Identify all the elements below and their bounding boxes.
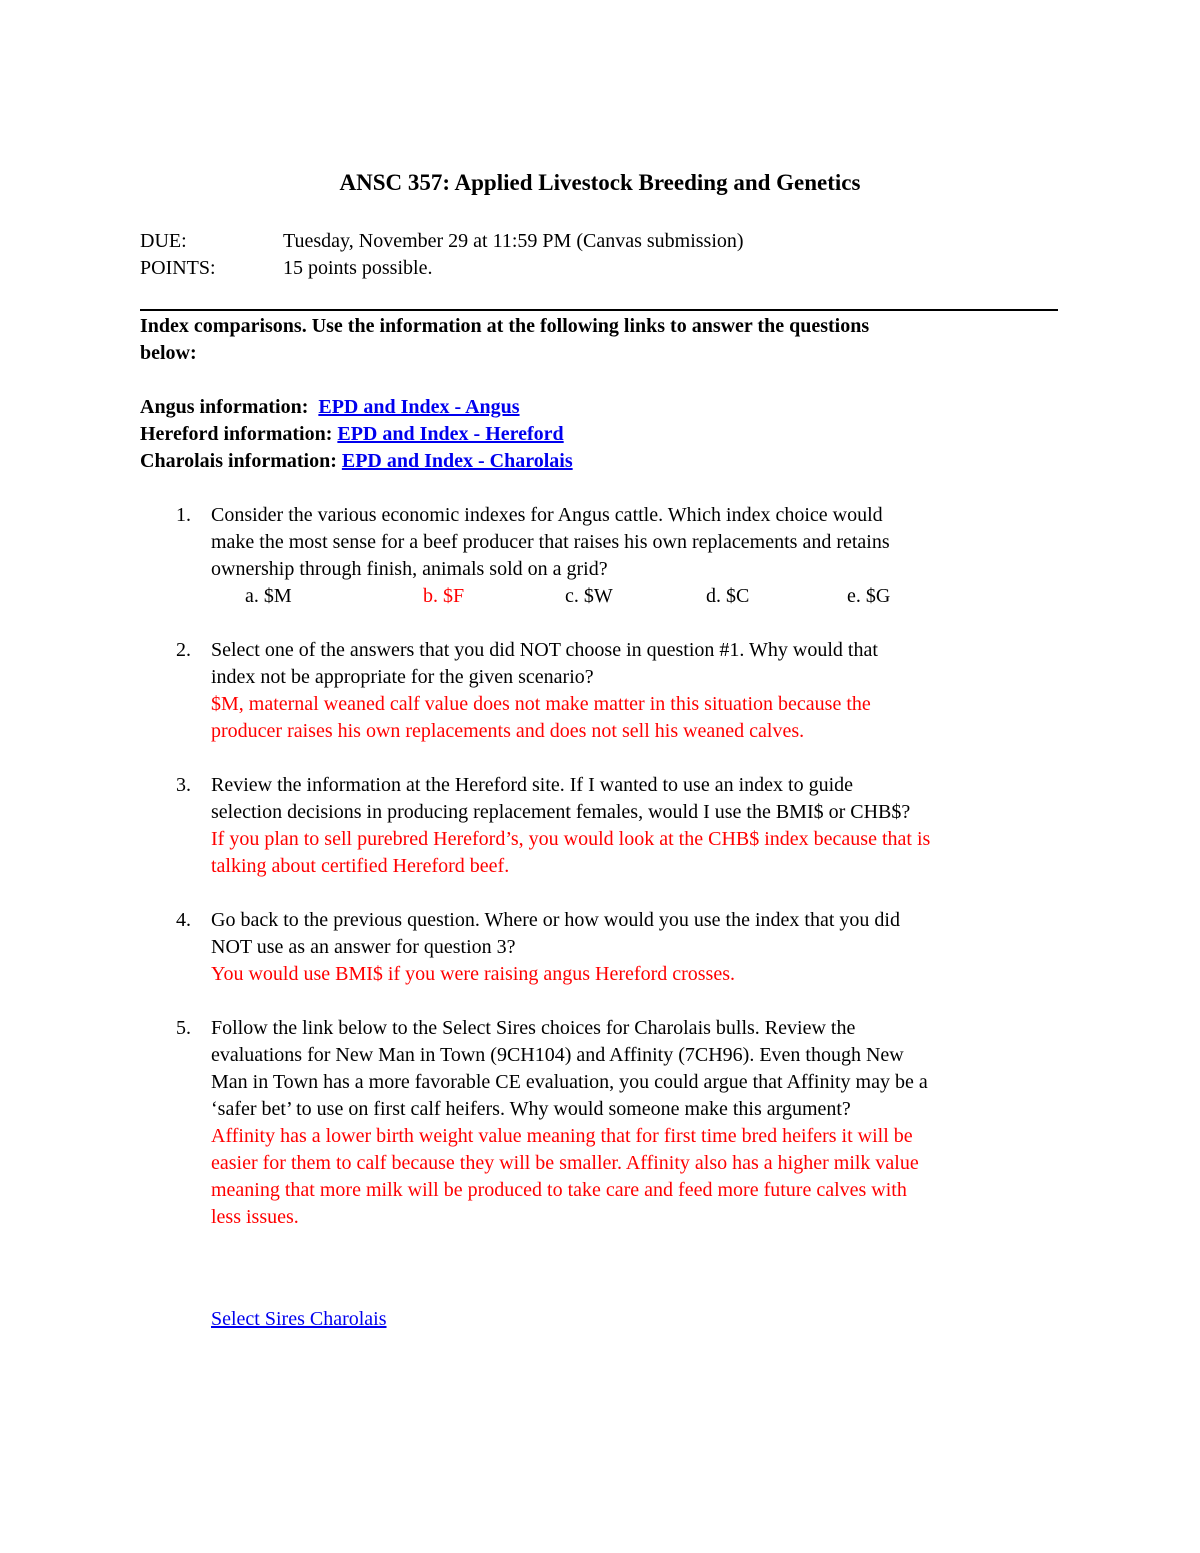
link-charolais[interactable]: EPD and Index - Charolais bbox=[341, 450, 573, 472]
answer-5-line: meaning that more milk will be produced to take care and feed more future calves with bbox=[211, 1179, 907, 1201]
question-3-line: selection decisions in producing replacement females, would I use the BMI$ or CHB$? bbox=[211, 801, 911, 823]
due-label: DUE: bbox=[140, 230, 187, 252]
question-2-text bbox=[211, 637, 1071, 745]
question-1-line: Consider the various economic indexes for Angus cattle. Which index choice would bbox=[211, 504, 883, 526]
page-title: ANSC 357: Applied Livestock Breeding and Genetics bbox=[339, 170, 861, 195]
link-label-hereford: Hereford information: bbox=[140, 423, 333, 445]
question-4-number: 4. bbox=[176, 909, 191, 931]
intro-line-2: below: bbox=[140, 342, 197, 364]
choice-c: c. $W bbox=[565, 585, 613, 607]
question-5-line: evaluations for New Man in Town (9CH104) and Affinity (7CH96). Even though New bbox=[211, 1044, 904, 1066]
question-5-line: Follow the link below to the Select Sires choices for Charolais bulls. Review the bbox=[211, 1017, 856, 1039]
question-5-line: Man in Town has a more favorable CE evaluation, you could argue that Affinity may be a bbox=[211, 1071, 928, 1093]
points-value: 15 points possible. bbox=[283, 257, 433, 279]
answer-2-line: $M, maternal weaned calf value does not make matter in this situation because the bbox=[211, 693, 871, 715]
choice-b-selected: b. $F bbox=[423, 585, 465, 607]
choice-a: a. $M bbox=[245, 585, 292, 607]
due-value: Tuesday, November 29 at 11:59 PM (Canvas submission) bbox=[283, 230, 744, 252]
choice-d: d. $C bbox=[706, 585, 750, 607]
link-hereford[interactable]: EPD and Index - Hereford bbox=[337, 423, 564, 445]
link-label-charolais: Charolais information: bbox=[140, 450, 337, 472]
question-2-line: index not be appropriate for the given scenario? bbox=[211, 666, 594, 688]
link-label-angus: Angus information: bbox=[140, 396, 309, 418]
link-row-hereford bbox=[140, 421, 564, 448]
answer-4-line: You would use BMI$ if you were raising angus Hereford crosses. bbox=[211, 963, 735, 985]
question-5-line: ‘safer bet’ to use on first calf heifers. Why would someone make this argument? bbox=[211, 1098, 851, 1120]
horizontal-divider bbox=[140, 309, 1058, 311]
question-5-text bbox=[211, 1015, 1071, 1231]
question-4-line: NOT use as an answer for question 3? bbox=[211, 936, 516, 958]
link-angus[interactable]: EPD and Index - Angus bbox=[318, 396, 520, 418]
select-sires-charolais-link[interactable]: Select Sires Charolais bbox=[211, 1308, 387, 1330]
answer-2-line: producer raises his own replacements and does not sell his weaned calves. bbox=[211, 720, 805, 742]
question-1-line: make the most sense for a beef producer that raises his own replacements and retains bbox=[211, 531, 890, 553]
points-label: POINTS: bbox=[140, 257, 216, 279]
link-row-charolais bbox=[140, 448, 573, 475]
answer-3-line: If you plan to sell purebred Hereford’s, you would look at the CHB$ index because that is bbox=[211, 828, 931, 850]
question-4-line: Go back to the previous question. Where or how would you use the index that you did bbox=[211, 909, 900, 931]
question-3-text bbox=[211, 772, 1071, 880]
question-3-number: 3. bbox=[176, 774, 191, 796]
question-4-text bbox=[211, 907, 1071, 988]
intro-line-1: Index comparisons. Use the information at the following links to answer the questions bbox=[140, 315, 870, 337]
question-3-line: Review the information at the Hereford site. If I wanted to use an index to guide bbox=[211, 774, 854, 796]
footer-link-row bbox=[211, 1306, 387, 1333]
choice-e: e. $G bbox=[847, 585, 891, 607]
answer-5-line: less issues. bbox=[211, 1206, 299, 1228]
question-5-number: 5. bbox=[176, 1017, 191, 1039]
question-2-number: 2. bbox=[176, 639, 191, 661]
question-1-line: ownership through finish, animals sold on a grid? bbox=[211, 558, 608, 580]
question-1-text bbox=[211, 502, 1071, 583]
question-1-number: 1. bbox=[176, 504, 191, 526]
link-row-angus bbox=[140, 394, 520, 421]
answer-5-line: Affinity has a lower birth weight value meaning that for first time bred heifers it will be bbox=[211, 1125, 913, 1147]
answer-3-line: talking about certified Hereford beef. bbox=[211, 855, 510, 877]
question-2-line: Select one of the answers that you did NOT choose in question #1. Why would that bbox=[211, 639, 878, 661]
answer-5-line: easier for them to calf because they will be smaller. Affinity also has a higher milk value bbox=[211, 1152, 919, 1174]
